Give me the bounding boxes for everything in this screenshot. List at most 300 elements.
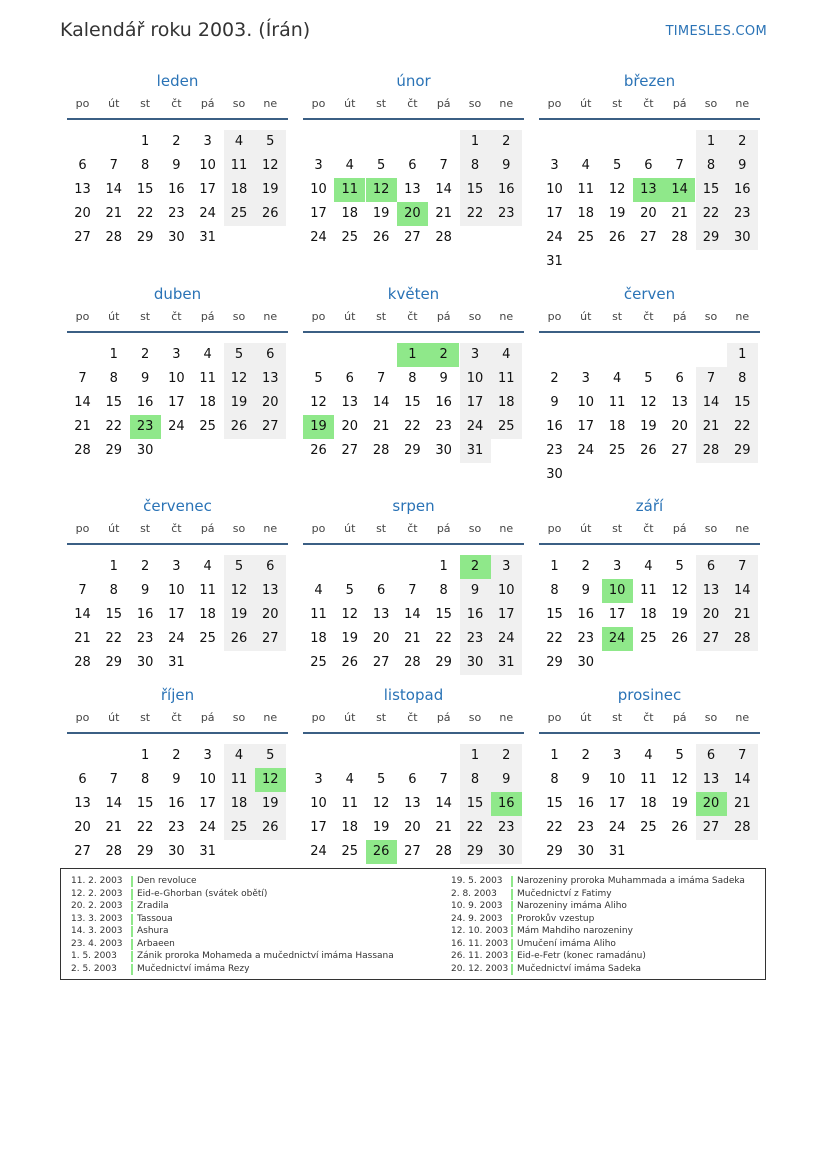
- day-cell: 27: [671, 443, 688, 458]
- day-cell: 1: [727, 343, 758, 367]
- holiday-day-cell: 20: [397, 202, 428, 226]
- day-cell: 20: [341, 419, 359, 434]
- month-header-rule: [303, 331, 524, 333]
- holiday-day-cell: 16: [491, 792, 522, 816]
- day-cell: 29: [460, 840, 491, 864]
- day-cell: 25: [640, 631, 657, 646]
- weekday-label: po: [75, 522, 90, 535]
- legend-marker: [131, 926, 133, 937]
- day-cell: 27: [341, 443, 359, 458]
- day-cell: 26: [608, 230, 626, 245]
- day-cell: 2: [727, 130, 758, 154]
- day-cell: 18: [224, 792, 255, 816]
- day-cell: 14: [727, 579, 758, 603]
- day-cell: 3: [612, 559, 622, 574]
- day-cell: 12: [640, 395, 657, 410]
- day-cell: 3: [172, 347, 181, 362]
- day-cell: 19: [341, 631, 359, 646]
- month-name: únor: [396, 72, 431, 90]
- day-cell: 26: [372, 230, 390, 245]
- day-cell: 28: [404, 655, 421, 670]
- day-cell: 14: [105, 182, 123, 197]
- legend-holiday-name: Mučednictví imáma Rezy: [137, 963, 250, 974]
- day-cell: 27: [74, 230, 91, 245]
- day-cell: 24: [546, 230, 563, 245]
- day-cell: 6: [696, 555, 727, 579]
- day-cell: 30: [136, 443, 154, 458]
- month-header-rule: [67, 543, 288, 545]
- legend-holiday-name: Zradila: [137, 901, 169, 911]
- day-cell: 22: [460, 816, 491, 840]
- day-cell: 4: [314, 583, 323, 598]
- day-cell: 10: [546, 182, 563, 197]
- holiday-day-cell: 12: [255, 768, 286, 792]
- day-cell: 14: [74, 395, 91, 410]
- weekday-label: ne: [499, 522, 514, 535]
- legend-marker: [511, 951, 513, 962]
- day-cell: 20: [640, 206, 657, 221]
- day-cell: 7: [727, 744, 758, 768]
- day-cell: 5: [314, 371, 323, 386]
- day-cell: 31: [199, 844, 216, 859]
- weekday-label: čt: [643, 711, 654, 724]
- day-cell: 8: [550, 772, 559, 787]
- day-cell: 13: [255, 367, 286, 391]
- day-cell: 9: [140, 371, 150, 386]
- weekday-label: so: [468, 522, 482, 535]
- legend-date: 16. 11. 2003: [451, 938, 509, 949]
- day-cell: 18: [224, 178, 255, 202]
- day-cell: 24: [491, 627, 522, 651]
- day-cell: 30: [577, 655, 595, 670]
- day-cell: 4: [203, 559, 212, 574]
- day-cell: 15: [435, 607, 452, 622]
- legend-date: 2. 8. 2003: [451, 888, 497, 899]
- day-cell: 25: [341, 844, 359, 859]
- day-cell: 28: [727, 627, 758, 651]
- day-cell: 20: [255, 603, 286, 627]
- day-cell: 14: [727, 768, 758, 792]
- day-cell: 24: [310, 844, 327, 859]
- day-cell: 30: [546, 467, 563, 482]
- day-cell: 13: [255, 579, 286, 603]
- day-cell: 28: [727, 816, 758, 840]
- day-cell: 13: [404, 796, 421, 811]
- day-cell: 7: [727, 555, 758, 579]
- day-cell: 15: [136, 182, 154, 197]
- day-cell: 11: [199, 371, 216, 386]
- day-cell: 4: [203, 347, 212, 362]
- day-cell: 1: [439, 559, 448, 574]
- day-cell: 12: [224, 579, 255, 603]
- month-name: listopad: [383, 686, 444, 704]
- day-cell: 7: [376, 371, 386, 386]
- day-cell: 3: [460, 343, 491, 367]
- day-cell: 9: [581, 772, 590, 787]
- day-cell: 7: [78, 371, 87, 386]
- day-cell: 18: [491, 391, 522, 415]
- weekday-label: út: [580, 711, 592, 724]
- weekday-label: po: [311, 97, 326, 110]
- month-header-rule: [67, 331, 288, 333]
- month-name: duben: [153, 285, 202, 303]
- day-cell: 8: [727, 367, 758, 391]
- holiday-day-cell: 24: [602, 627, 633, 651]
- weekday-label: pá: [436, 310, 451, 323]
- weekday-label: út: [344, 522, 356, 535]
- day-cell: 21: [727, 792, 758, 816]
- holiday-day-cell: 2: [460, 555, 491, 579]
- day-cell: 23: [577, 820, 595, 835]
- legend-marker: [511, 964, 513, 975]
- day-cell: 1: [140, 134, 150, 149]
- day-cell: 6: [78, 158, 87, 173]
- day-cell: 21: [105, 206, 123, 221]
- month-header-rule: [539, 543, 760, 545]
- legend-holiday-name: Mám Mahdiho narozeniny: [517, 926, 633, 936]
- day-cell: 28: [74, 655, 91, 670]
- day-cell: 25: [224, 816, 255, 840]
- day-cell: 6: [675, 371, 684, 386]
- holiday-day-cell: 2: [428, 343, 459, 367]
- day-cell: 13: [671, 395, 688, 410]
- day-cell: 10: [460, 367, 491, 391]
- day-cell: 8: [550, 583, 559, 598]
- legend-marker: [131, 901, 133, 912]
- day-cell: 16: [136, 395, 154, 410]
- day-cell: 19: [671, 607, 688, 622]
- day-cell: 9: [491, 768, 522, 792]
- day-cell: 29: [404, 443, 421, 458]
- day-cell: 28: [696, 439, 727, 463]
- day-cell: 8: [109, 583, 118, 598]
- holiday-day-cell: 11: [334, 178, 365, 202]
- weekday-label: st: [612, 310, 623, 323]
- day-cell: 27: [696, 816, 727, 840]
- legend-date: 12. 10. 2003: [451, 926, 509, 936]
- day-cell: 8: [439, 583, 448, 598]
- legend-holiday-name: Zánik proroka Mohameda a mučednictví imáma Hassana: [137, 951, 394, 961]
- day-cell: 13: [74, 182, 91, 197]
- day-cell: 29: [105, 443, 123, 458]
- day-cell: 16: [727, 178, 758, 202]
- day-cell: 31: [608, 844, 626, 859]
- day-cell: 17: [168, 607, 185, 622]
- day-cell: 18: [341, 206, 359, 221]
- day-cell: 24: [310, 230, 327, 245]
- day-cell: 30: [136, 655, 154, 670]
- day-cell: 6: [376, 583, 386, 598]
- day-cell: 3: [550, 158, 559, 173]
- day-cell: 22: [696, 202, 727, 226]
- day-cell: 8: [140, 772, 150, 787]
- day-cell: 4: [612, 371, 622, 386]
- day-cell: 16: [491, 178, 522, 202]
- day-cell: 19: [372, 206, 390, 221]
- day-cell: 19: [671, 796, 688, 811]
- legend-date: 12. 2. 2003: [71, 888, 123, 899]
- day-cell: 5: [675, 559, 684, 574]
- day-cell: 4: [345, 158, 354, 173]
- legend-date: 26. 11. 2003: [451, 951, 509, 961]
- day-cell: 13: [74, 796, 91, 811]
- day-cell: 21: [372, 419, 390, 434]
- day-cell: 6: [255, 343, 286, 367]
- day-cell: 14: [74, 607, 91, 622]
- day-cell: 5: [224, 343, 255, 367]
- day-cell: 10: [310, 796, 327, 811]
- day-cell: 18: [640, 796, 657, 811]
- day-cell: 26: [310, 443, 327, 458]
- day-cell: 14: [696, 391, 727, 415]
- day-cell: 13: [372, 607, 390, 622]
- weekday-label: út: [344, 711, 356, 724]
- day-cell: 24: [577, 443, 595, 458]
- weekday-label: po: [547, 97, 562, 110]
- day-cell: 3: [612, 748, 622, 763]
- weekday-label: pá: [200, 522, 215, 535]
- holiday-day-cell: 19: [303, 415, 334, 439]
- legend-date: 10. 9. 2003: [451, 901, 503, 911]
- day-cell: 7: [439, 772, 448, 787]
- day-cell: 22: [105, 419, 123, 434]
- day-cell: 11: [577, 182, 595, 197]
- legend-holiday-name: Narozeniny imáma Aliho: [517, 901, 627, 911]
- legend-marker: [131, 951, 133, 962]
- day-cell: 23: [136, 631, 154, 646]
- day-cell: 25: [224, 202, 255, 226]
- day-cell: 25: [310, 655, 327, 670]
- day-cell: 27: [404, 230, 421, 245]
- weekday-label: po: [311, 522, 326, 535]
- day-cell: 11: [608, 395, 626, 410]
- day-cell: 15: [105, 607, 123, 622]
- day-cell: 31: [460, 439, 491, 463]
- day-cell: 29: [105, 655, 123, 670]
- month-header-rule: [67, 732, 288, 734]
- legend-holiday-name: Eid-e-Ghorban (svátek obětí): [137, 888, 268, 899]
- day-cell: 2: [172, 748, 181, 763]
- legend-holiday-name: Ashura: [137, 926, 169, 936]
- day-cell: 27: [372, 655, 390, 670]
- day-cell: 30: [491, 840, 522, 864]
- day-cell: 25: [199, 631, 216, 646]
- day-cell: 9: [550, 395, 559, 410]
- day-cell: 26: [671, 631, 688, 646]
- legend-marker: [131, 964, 133, 975]
- day-cell: 5: [376, 158, 386, 173]
- weekday-label: út: [580, 97, 592, 110]
- day-cell: 15: [404, 395, 421, 410]
- day-cell: 29: [727, 439, 758, 463]
- day-cell: 3: [203, 748, 212, 763]
- holiday-day-cell: 13: [633, 178, 664, 202]
- day-cell: 20: [74, 820, 91, 835]
- day-cell: 10: [608, 772, 626, 787]
- day-cell: 30: [168, 844, 185, 859]
- day-cell: 5: [644, 371, 653, 386]
- day-cell: 20: [372, 631, 390, 646]
- day-cell: 1: [550, 559, 559, 574]
- day-cell: 23: [435, 419, 452, 434]
- day-cell: 19: [372, 820, 390, 835]
- legend-marker: [511, 901, 513, 912]
- day-cell: 7: [78, 583, 87, 598]
- day-cell: 23: [168, 820, 185, 835]
- day-cell: 26: [640, 443, 657, 458]
- day-cell: 10: [168, 371, 185, 386]
- day-cell: 11: [640, 583, 657, 598]
- day-cell: 6: [345, 371, 354, 386]
- day-cell: 14: [105, 796, 123, 811]
- holiday-day-cell: 26: [366, 840, 397, 864]
- day-cell: 29: [435, 655, 452, 670]
- day-cell: 31: [546, 254, 563, 269]
- legend-date: 23. 4. 2003: [71, 938, 123, 949]
- weekday-label: po: [75, 310, 90, 323]
- day-cell: 24: [199, 206, 216, 221]
- day-cell: 26: [255, 202, 286, 226]
- legend-date: 20. 12. 2003: [451, 963, 509, 974]
- day-cell: 2: [140, 559, 150, 574]
- day-cell: 3: [203, 134, 212, 149]
- day-cell: 12: [372, 796, 390, 811]
- day-cell: 21: [105, 820, 123, 835]
- weekday-label: ne: [499, 711, 514, 724]
- day-cell: 16: [168, 796, 185, 811]
- weekday-label: st: [140, 310, 151, 323]
- weekday-label: po: [311, 310, 326, 323]
- weekday-label: čt: [171, 522, 182, 535]
- day-cell: 5: [224, 555, 255, 579]
- weekday-label: so: [704, 522, 718, 535]
- day-cell: 4: [491, 343, 522, 367]
- weekday-label: čt: [643, 310, 654, 323]
- month-name: březen: [623, 72, 676, 90]
- day-cell: 27: [640, 230, 657, 245]
- weekday-label: st: [140, 711, 151, 724]
- legend-marker: [131, 939, 133, 950]
- day-cell: 8: [696, 154, 727, 178]
- day-cell: 1: [460, 130, 491, 154]
- weekday-label: čt: [643, 97, 654, 110]
- day-cell: 6: [644, 158, 653, 173]
- weekday-label: st: [376, 711, 387, 724]
- weekday-label: čt: [407, 522, 418, 535]
- weekday-label: so: [468, 97, 482, 110]
- legend-holiday-name: Eid-e-Fetr (konec ramadánu): [517, 951, 646, 961]
- day-cell: 5: [255, 744, 286, 768]
- day-cell: 7: [109, 772, 118, 787]
- day-cell: 10: [199, 772, 216, 787]
- day-cell: 9: [172, 158, 181, 173]
- day-cell: 22: [404, 419, 421, 434]
- day-cell: 21: [74, 631, 91, 646]
- day-cell: 22: [136, 206, 154, 221]
- day-cell: 15: [546, 796, 563, 811]
- legend-marker: [511, 939, 513, 950]
- day-cell: 4: [644, 748, 653, 763]
- day-cell: 25: [199, 419, 216, 434]
- weekday-label: so: [468, 711, 482, 724]
- weekday-label: ne: [499, 97, 514, 110]
- legend-marker: [131, 876, 133, 887]
- day-cell: 14: [372, 395, 390, 410]
- day-cell: 6: [696, 744, 727, 768]
- day-cell: 23: [727, 202, 758, 226]
- weekday-label: st: [140, 522, 151, 535]
- legend-holiday-name: Tassoua: [137, 913, 173, 924]
- day-cell: 11: [341, 796, 359, 811]
- day-cell: 11: [640, 772, 657, 787]
- legend-marker: [511, 889, 513, 900]
- day-cell: 30: [577, 844, 595, 859]
- day-cell: 28: [671, 230, 688, 245]
- day-cell: 2: [581, 748, 590, 763]
- day-cell: 21: [671, 206, 688, 221]
- day-cell: 28: [74, 443, 91, 458]
- weekday-label: ne: [735, 310, 750, 323]
- weekday-label: so: [704, 711, 718, 724]
- day-cell: 12: [255, 154, 286, 178]
- day-cell: 17: [199, 182, 216, 197]
- day-cell: 8: [109, 371, 118, 386]
- day-cell: 19: [640, 419, 657, 434]
- day-cell: 15: [727, 391, 758, 415]
- day-cell: 18: [310, 631, 327, 646]
- day-cell: 12: [671, 583, 688, 598]
- month-name: červen: [623, 285, 676, 303]
- day-cell: 5: [376, 772, 386, 787]
- month-header-rule: [67, 118, 288, 120]
- day-cell: 10: [491, 579, 522, 603]
- day-cell: 4: [224, 744, 255, 768]
- holiday-day-cell: 23: [130, 415, 161, 439]
- brand-link[interactable]: TIMESLES.COM: [665, 24, 767, 39]
- day-cell: 28: [435, 230, 452, 245]
- month-name: květen: [387, 285, 440, 303]
- weekday-label: st: [376, 97, 387, 110]
- day-cell: 16: [577, 796, 595, 811]
- day-cell: 18: [577, 206, 595, 221]
- weekday-label: út: [580, 522, 592, 535]
- day-cell: 3: [491, 555, 522, 579]
- day-cell: 4: [644, 559, 653, 574]
- day-cell: 2: [491, 130, 522, 154]
- day-cell: 20: [404, 820, 421, 835]
- weekday-label: čt: [407, 310, 418, 323]
- holiday-day-cell: 10: [602, 579, 633, 603]
- day-cell: 5: [675, 748, 684, 763]
- month-header-rule: [303, 732, 524, 734]
- day-cell: 17: [577, 419, 595, 434]
- day-cell: 7: [408, 583, 417, 598]
- day-cell: 27: [74, 844, 91, 859]
- day-cell: 17: [608, 607, 626, 622]
- day-cell: 1: [550, 748, 559, 763]
- legend-holiday-name: Narozeniny proroka Muhammada a imáma Sadeka: [517, 876, 745, 886]
- weekday-label: pá: [672, 522, 687, 535]
- holiday-day-cell: 14: [664, 178, 695, 202]
- weekday-label: st: [140, 97, 151, 110]
- day-cell: 19: [224, 603, 255, 627]
- day-cell: 16: [577, 607, 595, 622]
- holiday-day-cell: 20: [696, 792, 727, 816]
- day-cell: 1: [460, 744, 491, 768]
- day-cell: 11: [199, 583, 216, 598]
- month-name: červenec: [143, 497, 212, 515]
- day-cell: 3: [314, 772, 323, 787]
